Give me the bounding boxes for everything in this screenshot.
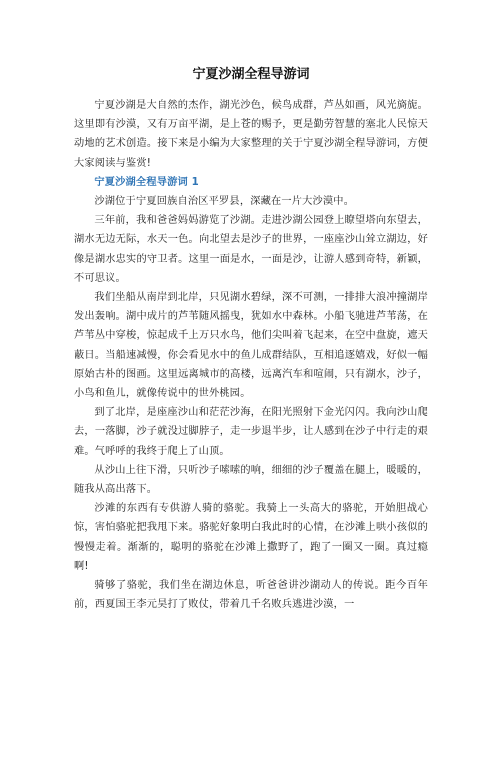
section-heading: 宁夏沙湖全程导游词 1 <box>94 176 199 188</box>
paragraph: 从沙山上往下滑，只听沙子嗦嗦的响，细细的沙子覆盖在腿上，暖暖的，随我从高出落下。 <box>74 464 428 496</box>
paragraph: 我们坐船从南岸到北岸，只见湖水碧绿，深不可测，一排排大浪冲撞湖岸发出轰响。湖中成片的芦苇随风摇曳，犹如水中森林。小船飞驰进芦苇荡，在芦苇丛中穿梭，惊起成千上万只水鸟，他们尖叫着飞起来，在空中盘旋，遮天蔽日。当船速减慢，你会看见水中的鱼儿成群结队，互相追逐嬉戏，好似一幅原始古朴的图画。这里远离城市的高楼，远离汽车和喧闹，只有湖水，沙子，小鸟和鱼儿，就像传说中的世外桃园。 <box>74 292 428 400</box>
paragraph: 骑够了骆驼，我们坐在湖边休息，听爸爸讲沙湖动人的传说。距今百年前，西夏国王李元昊打了败仗，带着几千名败兵逃进沙漠，一 <box>74 580 428 611</box>
paragraph: 到了北岸，是座座沙山和茫茫沙海，在阳光照射下金光闪闪。我向沙山爬去，一落脚，沙子就没过脚脖子，走一步退半步，让人感到在沙子中行走的艰难。气呼呼的我终于爬上了山顶。 <box>74 407 428 457</box>
paragraph: 沙滩的东西有专供游人骑的骆驼。我骑上一头高大的骆驼，开始胆战心惊，害怕骆驼把我甩下来。骆驼好象明白我此时的心情，在沙滩上哄小孩似的慢慢走着。渐渐的，聪明的骆驼在沙滩上撒野了，跑了一圈又一圈。真过瘾啊! <box>74 503 428 572</box>
document-body <box>74 96 428 614</box>
paragraph: 三年前，我和爸爸妈妈游览了沙湖。走进沙湖公园登上瞭望塔向东望去，湖水无边无际，水天一色。向北望去是沙子的世界，一座座沙山耸立湖边，好像是湖水忠实的守卫者。这里一面是水，一面是沙，让游人感到奇特，新颖，不可思议。 <box>74 215 428 284</box>
document-title: 宁夏沙湖全程导游词 <box>192 67 310 82</box>
paragraph: 宁夏沙湖是大自然的杰作，湖光沙色，候鸟成群，芦丛如画，风光旖旎。这里即有沙漠，又有万亩平湖，是上苍的赐予，更是勤劳智慧的塞北人民惊天动地的艺术创造。接下来是小编为大家整理的关于宁夏沙湖全程导游词，方便大家阅读与鉴赏! <box>74 100 428 169</box>
paragraph: 沙湖位于宁夏回族自治区平罗县，深藏在一片大沙漠中。 <box>94 196 355 208</box>
document-page <box>0 66 496 768</box>
